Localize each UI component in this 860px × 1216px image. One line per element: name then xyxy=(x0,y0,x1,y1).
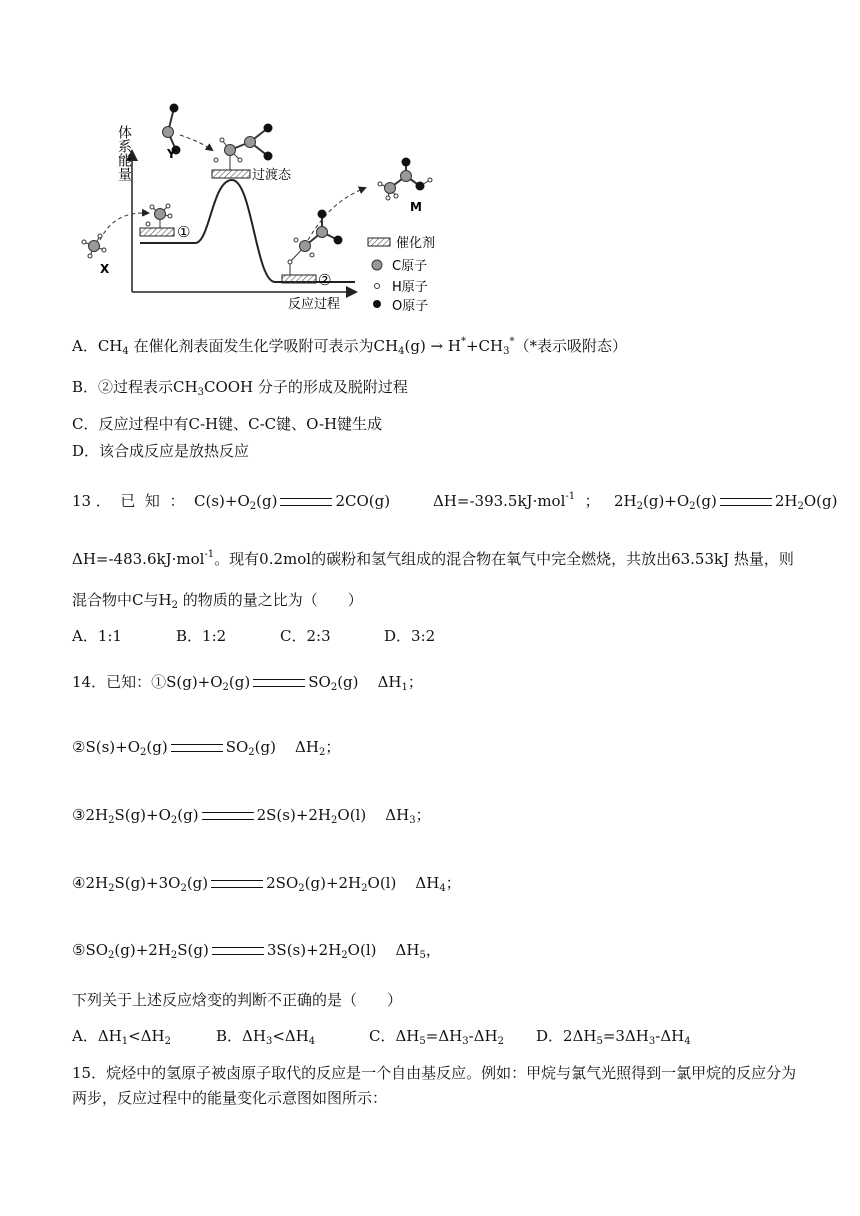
q12-option-a: A．$CH_4$ 在催化剂表面发生化学吸附可表示为$CH_4(g) \to H^*+CH_3^*(*$表示吸附态） xyxy=(72,336,628,357)
q15-line2: 两步，反应过程中的能量变化示意图如图所示： xyxy=(72,1089,388,1107)
q14-r5: $⑤SO_2(g)+2H_2S(g)$ $3S(s)+2H_2O(l)$ $\Delta H_5$， xyxy=(72,941,441,961)
molecule-m xyxy=(378,158,432,215)
q14-option-d: D．$2\Delta H_5=3\Delta H_3-\Delta H_4$ xyxy=(536,1027,691,1047)
step-1-label: ① xyxy=(177,223,191,241)
legend-catalyst: 催化剂 xyxy=(396,236,436,251)
q13-line2: ΔH=-483.6kJ·mol$^{-1}$。现有0.2mol的碳粉和氢气组成的混合物在氧气中完全燃烧，共放出63.53kJ 热量，则 xyxy=(72,549,794,568)
catalyst-transition xyxy=(212,170,250,178)
svg-text:M: M xyxy=(410,200,422,214)
legend-h: H原子 xyxy=(392,280,428,295)
q12-option-d: D．该合成反应是放热反应 xyxy=(72,442,250,460)
legend-o: O原子 xyxy=(392,299,429,314)
legend xyxy=(368,235,435,314)
q12-option-b: B．②过程表示$CH_3COOH$ 分子的形成及脱附过程 xyxy=(72,378,408,398)
q14-r1: 14．已知：$①S(g)+O_2(g)$ $SO_2(g)$ $\Delta H_1$； xyxy=(72,673,423,693)
q13-option: B．1:2 xyxy=(176,627,227,645)
q12-option-c: C．反应过程中有C-H键、C-C键、O-H键生成 xyxy=(72,415,383,433)
q14-option-b: B．$\Delta H_3<\Delta H_4$ xyxy=(216,1027,316,1047)
q15-line1: 15．烷烃中的氢原子被卤原子取代的反应是一个自由基反应。例如：甲烷与氯气光照得到一氯甲烷的反应分为 xyxy=(72,1064,797,1082)
q14-r3: $③2H_2S(g)+O_2(g)$ $2S(s)+2H_2O(l)$ $\Delta H_3$； xyxy=(72,806,431,826)
transition-label: 过渡态 xyxy=(252,168,292,183)
q14-r4: $④2H_2S(g)+3O_2(g)$ $2SO_2(g)+2H_2O(l)$ $\Delta H_4$； xyxy=(72,874,461,894)
transition-molecule xyxy=(214,124,273,171)
molecule-y xyxy=(163,104,181,162)
svg-text:Y: Y xyxy=(167,147,176,161)
q13-option: D．3:2 xyxy=(384,627,436,645)
q13-option: A．1:1 xyxy=(72,627,122,645)
step-2-label: ② xyxy=(318,271,332,289)
catalyst-2 xyxy=(282,275,316,283)
q14-options xyxy=(72,1026,691,1052)
energy-diagram xyxy=(0,0,860,320)
y-axis-label: 体系能量 xyxy=(116,125,132,181)
q14-r2: $②S(s)+O_2(g)$ $SO_2(g)$ $\Delta H_2$； xyxy=(72,738,341,758)
q13-line1: 13 ． 已 知 ： $C(s)+O_2(g)$ 2CO(g) ΔH=-393.5kJ·mol$^{-1}$ ； $2H_2(g)+O_2(g)$ $2H_2O(g)$ xyxy=(72,491,838,512)
legend-c: C原子 xyxy=(392,259,428,274)
q14-option-c: C．$\Delta H_5=\Delta H_3-\Delta H_2$ xyxy=(369,1027,504,1047)
q13-line3: 混合物中C与$H_2$ 的物质的量之比为（ ） xyxy=(72,591,363,611)
adsorbed-acetic-acid xyxy=(288,210,343,276)
catalyst-1 xyxy=(140,228,174,236)
molecule-x xyxy=(82,234,110,276)
q14-question: 下列关于上述反应焓变的判断不正确的是（ ） xyxy=(72,991,403,1009)
adsorbed-ch3 xyxy=(146,204,172,228)
q13-options xyxy=(72,626,435,646)
x-axis-label: 反应过程 xyxy=(288,297,341,312)
svg-text:X: X xyxy=(100,262,110,276)
q13-option: C．2:3 xyxy=(280,627,331,645)
q14-option-a: A．$\Delta H_1<\Delta H_2$ xyxy=(72,1027,171,1047)
